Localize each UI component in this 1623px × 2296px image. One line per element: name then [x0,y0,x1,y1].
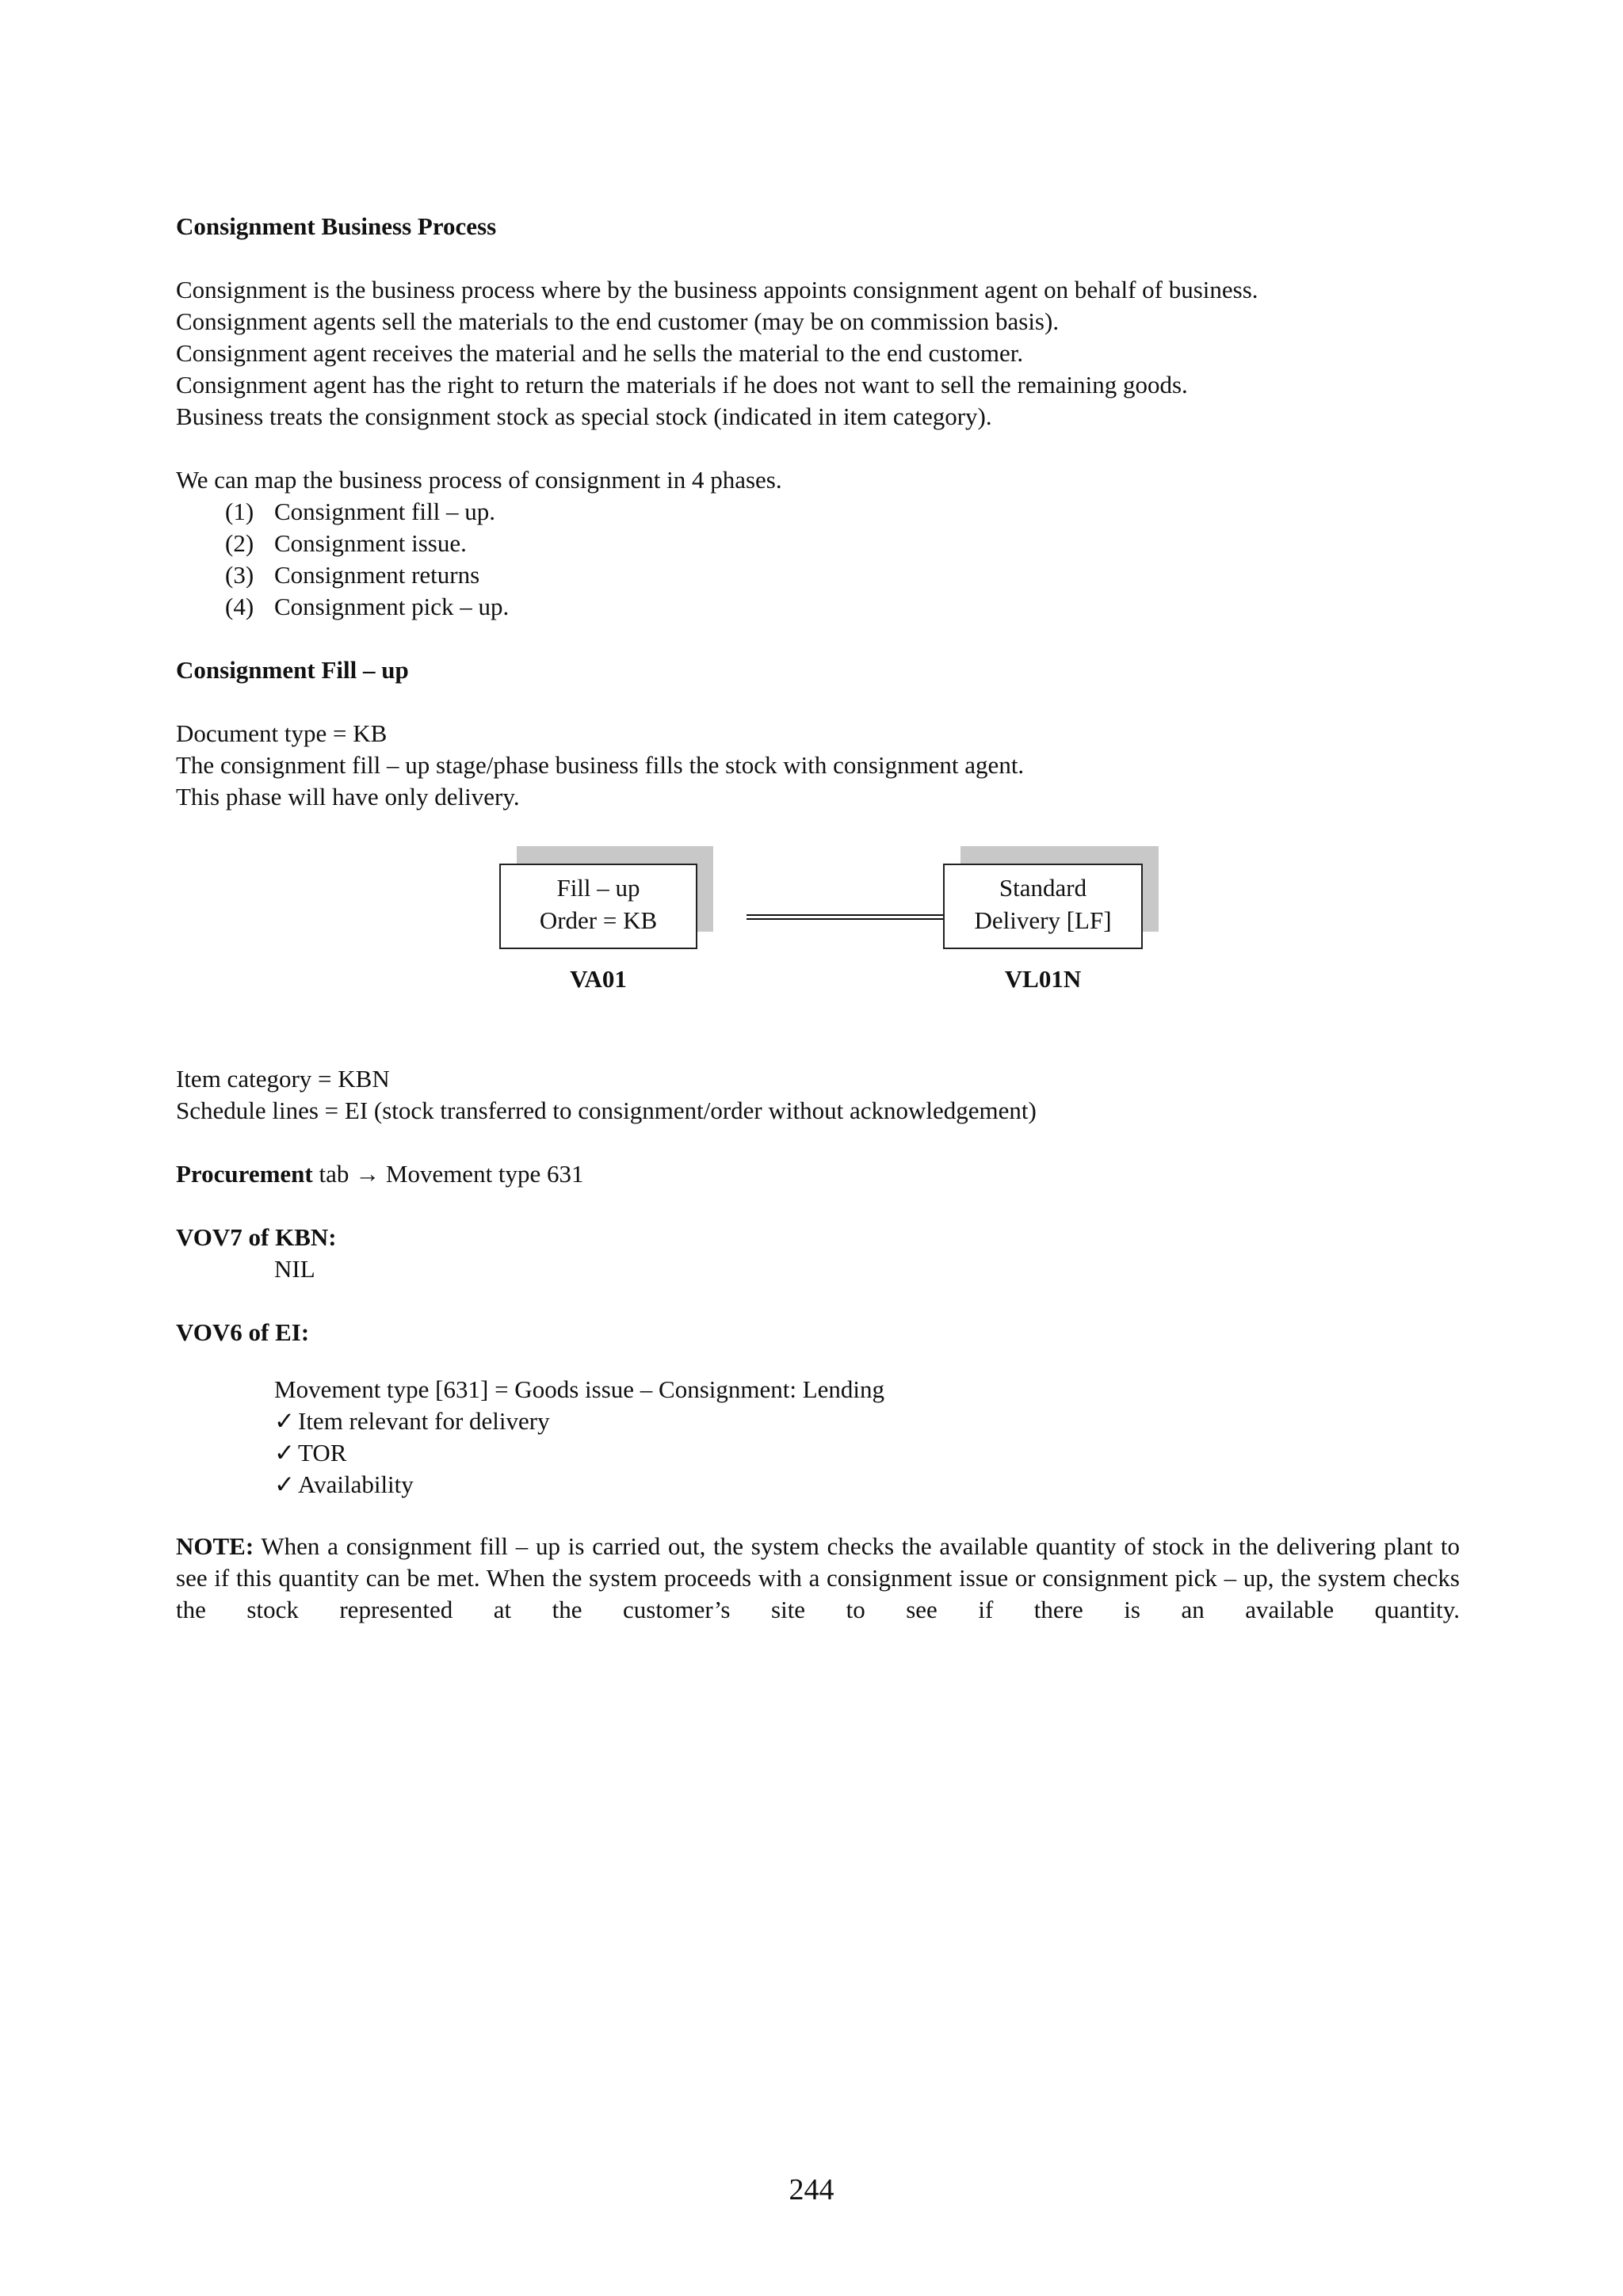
vov6-movement: Movement type [631] = Goods issue – Consignment: Lending [274,1375,885,1403]
checklist-text: Item relevant for delivery [298,1407,550,1435]
tcode-va01: VA01 [570,965,627,993]
item-category-line: Item category = KBN [176,1065,390,1093]
box-line: Delivery [LF] [974,906,1112,934]
checkmark-icon: ✓ [274,1407,295,1435]
box-line: Order = KB [539,906,658,934]
procurement-line [176,1158,584,1190]
phase-text: Consignment returns [274,561,480,589]
phase-number: (3) [225,561,254,589]
section-title-consignment-fill-up: Consignment Fill – up [176,656,409,684]
checklist-text: TOR [298,1439,347,1466]
checklist-item [274,1437,346,1469]
fill-up-description-line: This phase will have only delivery. [176,783,520,810]
note-paragraph [176,1531,1460,1657]
paragraph-line: Consignment agent has the right to return the materials if he does not want to sell the remaining goods. [176,371,1188,399]
paragraph-line: Consignment agents sell the materials to the end customer (may be on commission basis). [176,307,1060,335]
note-text: When a consignment fill – up is carried out, the system checks the available quantity of stock in the delivering plant to see if this quantity can be met. When the system proceeds with a consignment issue or consignment pick – up, the system checks the stock represented at the customer’s site to see if there is an available quantity. [176,1532,1460,1623]
document-type-line: Document type = KB [176,719,388,747]
phase-number: (1) [225,498,254,525]
procurement-tab-text: tab [319,1160,349,1188]
phase-number: (2) [225,529,254,557]
tcode-vl01n: VL01N [1004,965,1082,993]
checkmark-icon: ✓ [274,1439,295,1466]
procurement-value: Movement type 631 [385,1160,584,1188]
vov7-value: NIL [274,1255,315,1283]
fill-up-description-line: The consignment fill – up stage/phase business fills the stock with consignment agent. [176,751,1025,779]
phase-list-item [225,528,467,559]
phase-list-item [225,496,495,528]
box-line: Standard [999,874,1087,902]
phase-text: Consignment issue. [274,529,467,557]
phase-text: Consignment fill – up. [274,498,495,525]
checklist-item [274,1469,414,1501]
vov7-title: VOV7 of KBN: [176,1223,337,1251]
phase-number: (4) [225,593,254,620]
phase-list-item [225,591,509,623]
phase-list-item [225,559,479,591]
checklist-text: Availability [298,1470,414,1498]
paragraph-line: Consignment is the business process where by the business appoints consignment agent on behalf of business. [176,276,1258,303]
phase-text: Consignment pick – up. [274,593,510,620]
right-arrow-icon: → [355,1160,380,1188]
schedule-lines-line: Schedule lines = EI (stock transferred to consignment/order without acknowledgement) [176,1097,1037,1124]
vov6-title: VOV6 of EI: [176,1318,310,1346]
paragraph-line: Business treats the consignment stock as special stock (indicated in item category). [176,402,992,430]
checkmark-icon: ✓ [274,1470,295,1498]
page-number: 244 [789,2173,834,2206]
checklist-item [274,1405,550,1437]
procurement-label: Procurement [176,1160,313,1188]
box-line: Fill – up [556,874,640,902]
note-label: NOTE: [176,1532,254,1560]
paragraph-line: Consignment agent receives the material and he sells the material to the end customer. [176,339,1024,367]
phases-intro: We can map the business process of consignment in 4 phases. [176,466,782,494]
section-title-consignment-business-process: Consignment Business Process [176,212,497,240]
standard-delivery-box [943,864,1143,949]
fill-up-order-box [499,864,697,949]
